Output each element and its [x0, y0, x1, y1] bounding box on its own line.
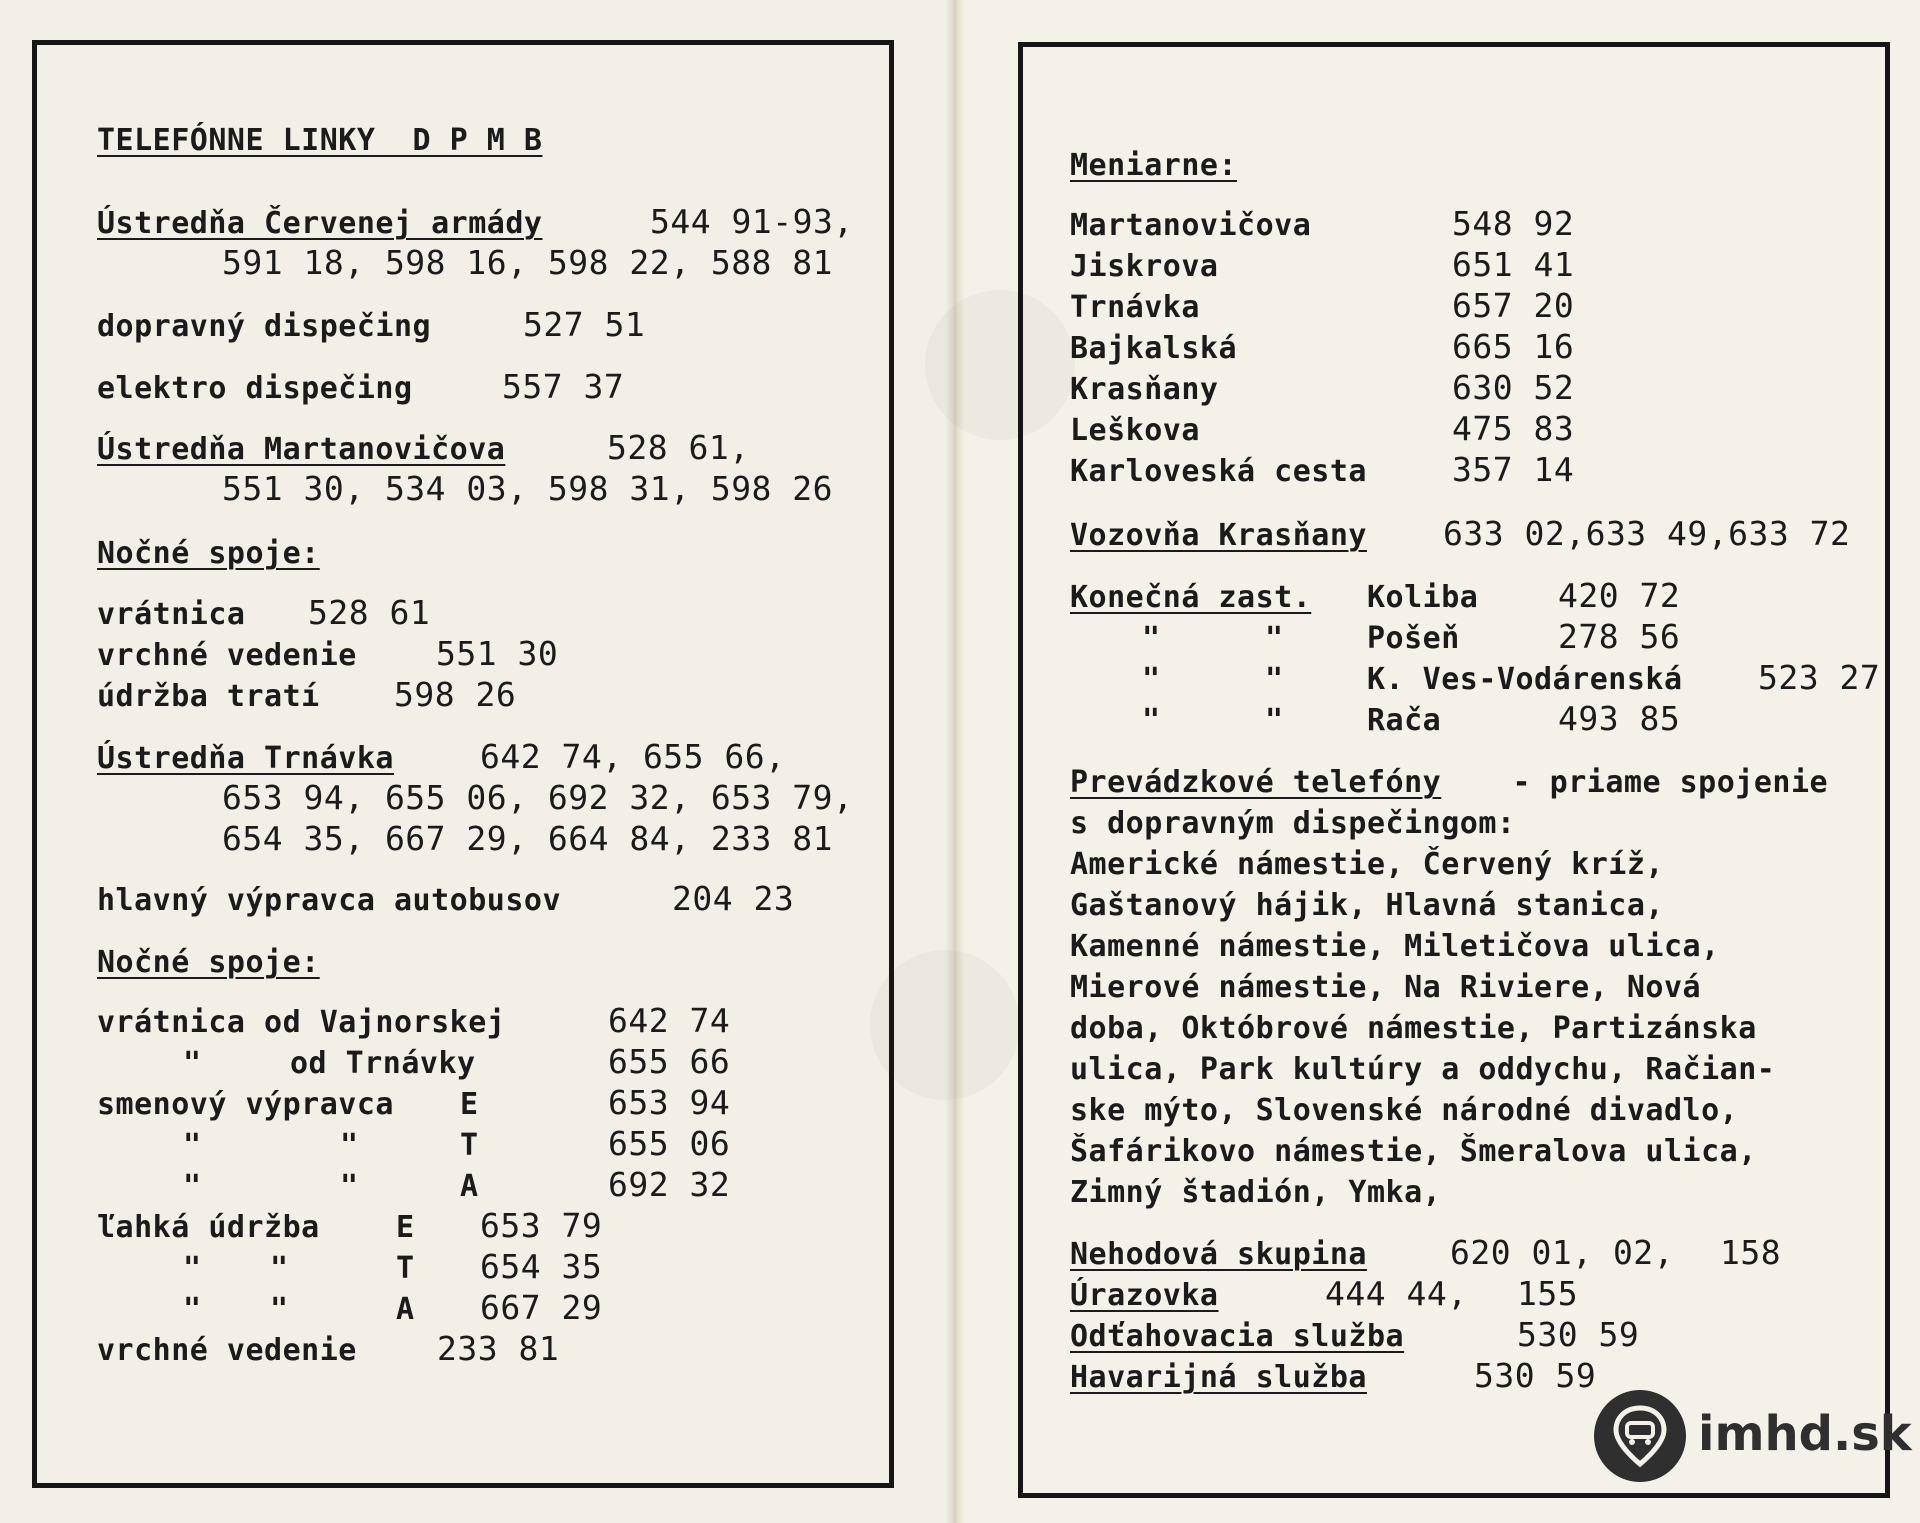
- ditto-mark: ": [1265, 703, 1284, 738]
- code-number: 692 32: [608, 1165, 731, 1204]
- meniarne-heading: Meniarne:: [1070, 148, 1238, 183]
- ditto-mark: ": [270, 1251, 289, 1286]
- ditto-mark: ": [183, 1128, 202, 1163]
- code-number: 653 94: [608, 1083, 731, 1122]
- dispecing-label: dopravný dispečing: [97, 309, 432, 344]
- code-number: 653 79: [480, 1206, 603, 1245]
- odtahovacia-number: 530 59: [1517, 1315, 1640, 1354]
- code-letter: T: [460, 1128, 479, 1163]
- prevadzkove-line: Kamenné námestie, Miletičova ulica,: [1070, 929, 1720, 964]
- code-letter: E: [460, 1087, 479, 1122]
- code-letter: T: [396, 1251, 415, 1286]
- list-item-number: 528 61: [308, 593, 431, 632]
- nehodova-numbers: 620 01, 02,: [1450, 1233, 1675, 1272]
- ditto-mark: ": [270, 1292, 289, 1327]
- prevadzkove-line: ulica, Park kultúry a oddychu, Račian-: [1070, 1052, 1776, 1087]
- prevadzkove-line: ske mýto, Slovenské národné divadlo,: [1070, 1093, 1739, 1128]
- smenovy-label: smenový výpravca: [97, 1087, 394, 1122]
- od-trnavky-number: 655 66: [608, 1042, 731, 1081]
- elektro-label: elektro dispečing: [97, 371, 413, 406]
- prevadzkove-line: doba, Októbrové námestie, Partizánska: [1070, 1011, 1757, 1046]
- prevadzkove-line: s dopravným dispečingom:: [1070, 806, 1516, 841]
- imhd-logo-text: imhd.sk: [1698, 1406, 1912, 1462]
- havarijna-label: Havarijná služba: [1070, 1360, 1367, 1395]
- meniaren-number: 657 20: [1452, 286, 1575, 325]
- konecna-label: Konečná zast.: [1070, 580, 1312, 615]
- meniaren-label: Jiskrova: [1070, 249, 1219, 284]
- ustredna-mart-numbers: 528 61,: [607, 428, 750, 467]
- vypravca-label: hlavný výpravca autobusov: [97, 883, 562, 918]
- prevadzkove-line: Zimný štadión, Ymka,: [1070, 1175, 1442, 1210]
- vrchne-label: vrchné vedenie: [97, 1333, 357, 1368]
- nocne-spoje-heading: Nočné spoje:: [97, 945, 320, 980]
- list-item-label: vrchné vedenie: [97, 638, 357, 673]
- ditto-mark: ": [183, 1251, 202, 1286]
- vozovna-numbers: 633 02,633 49,633 72: [1443, 514, 1851, 553]
- prevadzkove-line: Americké námestie, Červený kríž,: [1070, 847, 1664, 882]
- vrchne-number: 233 81: [437, 1329, 560, 1368]
- vratnica-number: 642 74: [608, 1001, 731, 1040]
- lahka-label: ľahká údržba: [97, 1210, 320, 1245]
- imhd-logo-icon: [1594, 1390, 1686, 1482]
- code-number: 655 06: [608, 1124, 731, 1163]
- ustredna-mart-label: Ústredňa Martanovičova: [97, 432, 506, 467]
- prevadzkove-label: Prevádzkové telefóny: [1070, 765, 1442, 800]
- meniaren-label: Karlovеská cesta: [1070, 454, 1367, 489]
- ditto-mark: ": [1142, 621, 1161, 656]
- nehodova-label: Nehodová skupina: [1070, 1237, 1367, 1272]
- ustredna-ca-numbers: 544 91-93,: [650, 202, 854, 241]
- ditto-mark: ": [183, 1046, 202, 1081]
- prevadzkove-line: Šafárikovo námestie, Šmeralova ulica,: [1070, 1134, 1757, 1169]
- urazovka-short: 155: [1517, 1274, 1579, 1313]
- ustredna-trn-numbers: 654 35, 667 29, 664 84, 233 81: [222, 819, 834, 858]
- meniaren-label: Krasňany: [1070, 372, 1219, 407]
- prevadzkove-line: Gaštanový hájik, Hlavná stanica,: [1070, 888, 1664, 923]
- prevadzkove-text: - priame spojenie: [1494, 765, 1829, 800]
- konecna-stop-label: K. Ves-Vodárenská: [1367, 662, 1683, 697]
- imhd-logo[interactable]: [1594, 1390, 1912, 1486]
- od-trnavky-label: od Trnávky: [290, 1046, 476, 1081]
- meniaren-label: Martanovičova: [1070, 208, 1312, 243]
- elektro-number: 557 37: [502, 367, 625, 406]
- nocne-spoje-heading: Nočné spoje:: [97, 536, 320, 571]
- konecna-stop-number: 493 85: [1558, 699, 1681, 738]
- ustredna-ca-label: Ústredňa Červenej armády: [97, 206, 543, 241]
- ditto-mark: ": [1265, 662, 1284, 697]
- code-number: 654 35: [480, 1247, 603, 1286]
- meniaren-label: Leškova: [1070, 413, 1200, 448]
- list-item-number: 551 30: [436, 634, 559, 673]
- ditto-mark: ": [340, 1169, 359, 1204]
- konecna-stop-number: 523 27: [1758, 658, 1881, 697]
- urazovka-label: Úrazovka: [1070, 1278, 1219, 1313]
- meniaren-number: 475 83: [1452, 409, 1575, 448]
- vozovna-label: Vozovňa Krasňany: [1070, 518, 1367, 553]
- urazovka-numbers: 444 44,: [1325, 1274, 1468, 1313]
- list-item-number: 598 26: [394, 675, 517, 714]
- ustredna-mart-numbers: 551 30, 534 03, 598 31, 598 26: [222, 469, 834, 508]
- meniaren-number: 548 92: [1452, 204, 1575, 243]
- dispecing-number: 527 51: [523, 305, 646, 344]
- konecna-stop-number: 420 72: [1558, 576, 1681, 615]
- nehodova-short: 158: [1720, 1233, 1782, 1272]
- meniaren-number: 651 41: [1452, 245, 1575, 284]
- list-item-label: vrátnica: [97, 597, 246, 632]
- code-number: 667 29: [480, 1288, 603, 1327]
- konecna-stop-number: 278 56: [1558, 617, 1681, 656]
- ditto-mark: ": [340, 1128, 359, 1163]
- konecna-stop-label: Koliba: [1367, 580, 1479, 615]
- ustredna-ca-numbers: 591 18, 598 16, 598 22, 588 81: [222, 243, 834, 282]
- ditto-mark: ": [1265, 621, 1284, 656]
- ustredna-trn-label: Ústredňa Trnávka: [97, 741, 394, 776]
- page-fold: [945, 0, 965, 1523]
- meniaren-number: 357 14: [1452, 450, 1575, 489]
- code-letter: A: [460, 1169, 479, 1204]
- konecna-stop-label: Rača: [1367, 703, 1442, 738]
- havarijna-number: 530 59: [1474, 1356, 1597, 1395]
- vratnica-label: vrátnica od Vajnorskej: [97, 1005, 506, 1040]
- ditto-mark: ": [1142, 703, 1161, 738]
- ustredna-trn-numbers: 642 74, 655 66,: [480, 737, 786, 776]
- konecna-stop-label: Pošeň: [1367, 621, 1460, 656]
- ditto-mark: ": [183, 1292, 202, 1327]
- ustredna-trn-numbers: 653 94, 655 06, 692 32, 653 79,: [222, 778, 854, 817]
- ditto-mark: ": [1142, 662, 1161, 697]
- page-title: TELEFÓNNE LINKY D P M B: [97, 123, 543, 158]
- list-item-label: údržba tratí: [97, 679, 320, 714]
- meniaren-number: 630 52: [1452, 368, 1575, 407]
- ditto-mark: ": [183, 1169, 202, 1204]
- code-letter: E: [396, 1210, 415, 1245]
- vypravca-number: 204 23: [672, 879, 795, 918]
- prevadzkove-line: Mierové námestie, Na Riviere, Nová: [1070, 970, 1702, 1005]
- meniaren-label: Trnávka: [1070, 290, 1200, 325]
- meniaren-label: Bajkalská: [1070, 331, 1238, 366]
- odtahovacia-label: Odťahovacia služba: [1070, 1319, 1405, 1354]
- code-letter: A: [396, 1292, 415, 1327]
- meniaren-number: 665 16: [1452, 327, 1575, 366]
